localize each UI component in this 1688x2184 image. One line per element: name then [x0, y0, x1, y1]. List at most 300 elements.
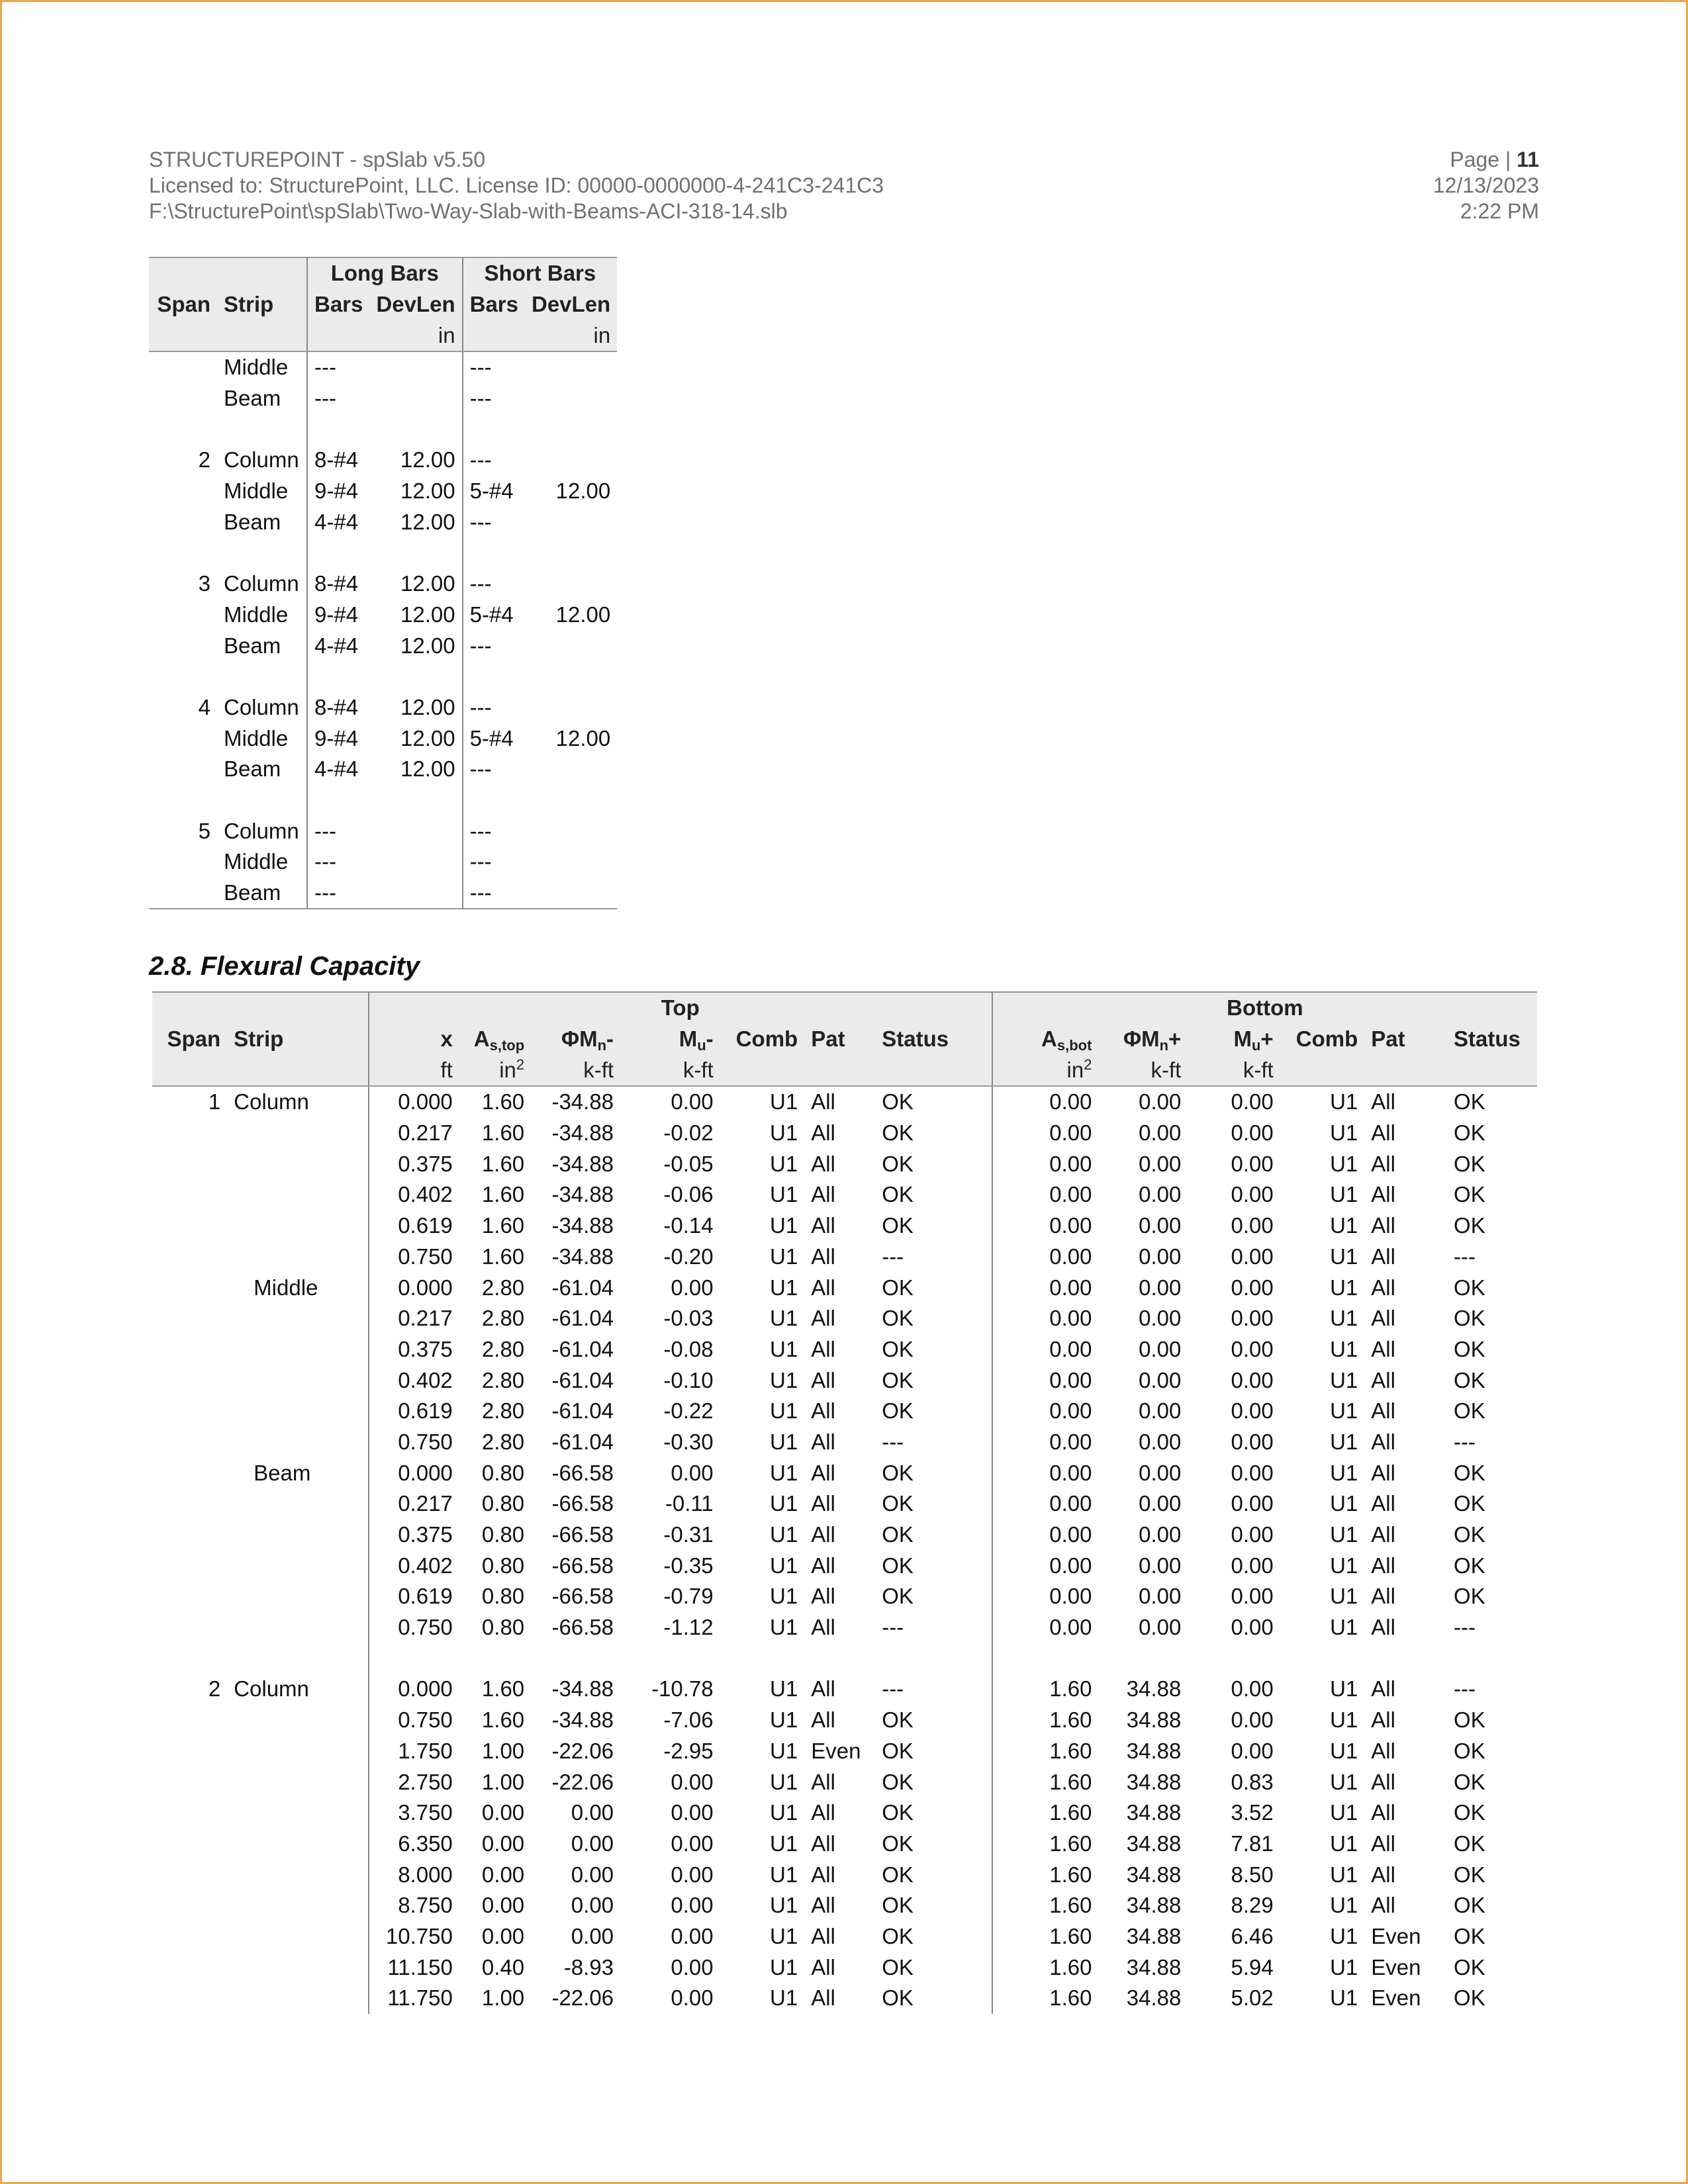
table-cell — [152, 1210, 227, 1242]
table-row — [152, 1210, 1537, 1242]
table-cell — [152, 1427, 227, 1458]
table-cell: 5-#4 — [463, 600, 525, 631]
table-cell: All — [811, 1800, 835, 1825]
table-cell: -61.04 — [551, 1336, 614, 1361]
table-cell — [152, 1242, 227, 1273]
table-cell — [149, 600, 217, 631]
table-cell — [525, 569, 617, 600]
table-cell — [152, 1643, 227, 1674]
table-cell: -2.95 — [663, 1738, 714, 1763]
report-date: 12/13/2023 — [1432, 173, 1539, 197]
table-cell: All — [1371, 1893, 1395, 1918]
table-cell — [227, 1643, 369, 1674]
table-cell: Column — [234, 1676, 309, 1702]
table-cell — [525, 785, 617, 816]
table-cell — [227, 1550, 369, 1581]
table-cell: OK — [882, 1182, 914, 1207]
table-cell: 0.00 — [1231, 1336, 1274, 1361]
table-cell: 0.00 — [481, 1800, 525, 1825]
table-row — [149, 692, 617, 723]
table-cell: 0.00 — [992, 1520, 1099, 1551]
table-cell: All — [811, 1676, 835, 1702]
table-cell — [227, 1396, 369, 1427]
table-cell: All — [811, 1275, 835, 1300]
table-cell — [720, 1643, 805, 1674]
table-cell: 1.00 — [481, 1769, 525, 1794]
table-cell: 0.00 — [1139, 1584, 1182, 1609]
table-cell: 0.00 — [1139, 1244, 1182, 1269]
table-cell: All — [811, 1244, 835, 1269]
table-cell: --- — [463, 815, 525, 846]
table-cell — [149, 878, 217, 909]
col-status-bot: Status — [1447, 1024, 1537, 1055]
table-cell: 8-#4 — [307, 445, 369, 476]
table-cell — [152, 1859, 227, 1890]
table-cell: 2 — [198, 447, 211, 473]
table-cell — [227, 1488, 369, 1520]
table-cell — [463, 661, 525, 692]
table-cell: All — [1371, 1367, 1395, 1392]
table-cell: 0.00 — [1231, 1089, 1274, 1115]
table-cell — [227, 1859, 369, 1890]
group-short-bars: Short Bars — [463, 257, 618, 289]
table-cell: OK — [1454, 1151, 1485, 1176]
table-cell — [152, 1365, 227, 1396]
table-cell: 8.29 — [1231, 1893, 1274, 1918]
table-cell: 0.00 — [992, 1488, 1099, 1520]
table-cell: OK — [1454, 1275, 1485, 1300]
table-cell: All — [811, 1120, 835, 1146]
table-cell: 0.80 — [481, 1615, 525, 1640]
table-cell: All — [1371, 1460, 1395, 1485]
table-cell: -34.88 — [551, 1213, 614, 1238]
table-cell: Middle — [224, 849, 289, 874]
table-row — [152, 1797, 1537, 1829]
table-cell: --- — [1454, 1244, 1476, 1269]
table-cell: OK — [882, 1151, 914, 1176]
table-cell: -34.88 — [551, 1151, 614, 1176]
section-title: 2.8. Flexural Capacity — [149, 952, 420, 981]
table-cell: 0.00 — [671, 1831, 714, 1856]
table-cell: 0.000 — [369, 1086, 459, 1118]
table-cell: --- — [882, 1429, 904, 1454]
table-cell: -34.88 — [551, 1244, 614, 1269]
table-cell: 1.60 — [992, 1797, 1099, 1829]
table-cell: 0.00 — [671, 1923, 714, 1948]
table-cell: OK — [882, 1893, 914, 1918]
col-span: Span — [149, 289, 217, 320]
table-cell: 0.40 — [481, 1954, 525, 1979]
table-cell — [369, 351, 462, 383]
table-cell: U1 — [1330, 1862, 1358, 1887]
table-cell: 1.00 — [481, 1738, 525, 1763]
table-cell: 0.00 — [1231, 1429, 1274, 1454]
table-row — [152, 1488, 1537, 1520]
table-cell: 2.80 — [481, 1306, 525, 1331]
table-cell: 0.80 — [481, 1522, 525, 1547]
table-cell — [525, 537, 617, 569]
table-cell: --- — [463, 846, 525, 878]
table-cell: OK — [1454, 1862, 1485, 1887]
table-cell: -7.06 — [663, 1707, 714, 1733]
table-cell: U1 — [770, 1707, 798, 1733]
table-cell — [152, 1736, 227, 1767]
table-cell: All — [811, 1862, 835, 1887]
col-mu-neg: $M_u-$ — [620, 1024, 720, 1055]
group-top: Top — [369, 992, 992, 1024]
table-cell: OK — [1454, 1800, 1485, 1825]
table-cell — [369, 846, 462, 878]
page-number: 11 — [1517, 148, 1539, 171]
table-cell — [227, 1520, 369, 1551]
table-cell: Beam — [224, 386, 281, 411]
table-cell: U1 — [770, 1244, 798, 1269]
table-cell: OK — [1454, 1769, 1485, 1794]
table-cell: 4-#4 — [307, 507, 369, 538]
table-cell — [149, 785, 217, 816]
table-row — [152, 1303, 1537, 1334]
table-cell: All — [811, 1336, 835, 1361]
table-cell: 8.000 — [369, 1859, 459, 1890]
table-cell: 0.00 — [481, 1893, 525, 1918]
table-cell: 0.00 — [671, 1862, 714, 1887]
table-cell: 0.00 — [671, 1893, 714, 1918]
table-cell: U1 — [1330, 1954, 1358, 1979]
table-cell — [531, 1643, 620, 1674]
table-cell: OK — [882, 1985, 914, 2011]
table-row — [149, 661, 617, 692]
table-cell: 1.60 — [992, 1674, 1099, 1705]
unit-phimn-pos: k-ft — [1098, 1054, 1188, 1086]
table-cell: -0.20 — [663, 1244, 714, 1269]
table-cell — [149, 414, 217, 445]
col-pat-bot: Pat — [1364, 1024, 1447, 1055]
table-cell: U1 — [770, 1985, 798, 2011]
table-cell: -0.31 — [663, 1522, 714, 1547]
table-cell: All — [811, 1831, 835, 1856]
table-cell: 0.00 — [992, 1581, 1099, 1612]
table-cell — [152, 1890, 227, 1921]
table-cell: U1 — [1330, 1306, 1358, 1331]
table-cell: OK — [1454, 1831, 1485, 1856]
table-cell: -66.58 — [551, 1491, 614, 1516]
table-cell: 12.00 — [555, 478, 611, 504]
table-cell: OK — [1454, 1985, 1485, 2011]
table-cell: Column — [224, 447, 299, 473]
table-cell: OK — [882, 1707, 914, 1733]
table-cell: 1.60 — [992, 1766, 1099, 1797]
table-row — [152, 1581, 1537, 1612]
table-cell: --- — [307, 846, 369, 878]
table-cell: OK — [882, 1522, 914, 1547]
table-cell: All — [1371, 1244, 1395, 1269]
table-row — [149, 383, 617, 414]
table-row — [152, 1272, 1537, 1303]
table-cell: 2.80 — [481, 1336, 525, 1361]
table-cell: 7.81 — [1231, 1831, 1274, 1856]
table-cell: 0.00 — [1139, 1151, 1182, 1176]
table-cell: 0.00 — [1139, 1089, 1182, 1115]
table-cell: 0.00 — [1231, 1213, 1274, 1238]
table-cell — [152, 1457, 227, 1488]
table-cell — [227, 1210, 369, 1242]
table-cell: OK — [882, 1089, 914, 1115]
table-cell: 1.60 — [992, 1952, 1099, 1983]
table-cell: U1 — [1330, 1676, 1358, 1702]
table-cell: 0.00 — [1139, 1275, 1182, 1300]
table-cell: 5.94 — [1231, 1954, 1274, 1979]
table-cell — [152, 1829, 227, 1860]
table-cell: 0.619 — [369, 1210, 459, 1242]
table-cell: --- — [463, 351, 525, 383]
table-row — [149, 351, 617, 383]
table-cell — [525, 878, 617, 909]
bar-development-body — [149, 351, 617, 909]
table-cell: --- — [1454, 1676, 1476, 1702]
table-cell: U1 — [770, 1954, 798, 1979]
table-cell — [152, 1520, 227, 1551]
table-cell — [463, 785, 525, 816]
table-cell: 0.00 — [481, 1862, 525, 1887]
table-cell: OK — [882, 1862, 914, 1887]
table-cell: 1.60 — [992, 1736, 1099, 1767]
table-row — [149, 630, 617, 661]
table-cell: U1 — [1330, 1460, 1358, 1485]
table-cell: --- — [463, 445, 525, 476]
table-cell: 0.375 — [369, 1148, 459, 1179]
table-cell: OK — [1454, 1120, 1485, 1146]
table-cell: OK — [882, 1398, 914, 1424]
table-cell: OK — [882, 1553, 914, 1578]
table-cell: Even — [1371, 1923, 1421, 1948]
table-cell: -61.04 — [551, 1275, 614, 1300]
table-cell: All — [811, 1923, 835, 1948]
table-cell — [149, 351, 217, 383]
table-cell: U1 — [770, 1738, 798, 1763]
table-cell — [463, 414, 525, 445]
table-cell: 0.00 — [671, 1769, 714, 1794]
table-cell — [369, 414, 462, 445]
table-cell: Even — [1371, 1954, 1421, 1979]
table-cell: -0.08 — [663, 1336, 714, 1361]
table-cell: OK — [882, 1831, 914, 1856]
table-cell — [525, 846, 617, 878]
table-cell: OK — [1454, 1182, 1485, 1207]
table-cell: All — [1371, 1522, 1395, 1547]
table-cell: 12.00 — [555, 602, 611, 627]
col-status-top: Status — [875, 1024, 992, 1055]
table-cell: 0.00 — [1231, 1182, 1274, 1207]
table-cell: U1 — [1330, 1769, 1358, 1794]
table-cell: -34.88 — [551, 1089, 614, 1115]
col-short-devlen: DevLen — [525, 289, 617, 320]
table-cell: 8-#4 — [307, 569, 369, 600]
table-cell: All — [811, 1584, 835, 1609]
table-cell: 0.00 — [1231, 1367, 1274, 1392]
table-row — [152, 1148, 1537, 1179]
table-cell: 5-#4 — [463, 476, 525, 507]
table-cell: All — [811, 1306, 835, 1331]
table-cell: 12.00 — [400, 694, 455, 719]
table-cell — [227, 1148, 369, 1179]
table-cell: 1.60 — [481, 1151, 525, 1176]
table-row — [152, 1179, 1537, 1210]
table-cell: 0.00 — [1139, 1491, 1182, 1516]
table-cell: U1 — [1330, 1893, 1358, 1918]
table-cell: 0.00 — [671, 1460, 714, 1485]
table-cell: 0.00 — [1231, 1460, 1274, 1485]
table-cell: --- — [463, 569, 525, 600]
table-cell — [369, 815, 462, 846]
table-cell: Column — [224, 694, 299, 719]
table-cell: --- — [307, 383, 369, 414]
table-cell — [152, 1952, 227, 1983]
table-cell: 1.60 — [481, 1244, 525, 1269]
table-row — [152, 1829, 1537, 1860]
table-cell — [525, 815, 617, 846]
table-cell: 0.00 — [1139, 1306, 1182, 1331]
table-cell: 12.00 — [400, 725, 455, 751]
table-cell: 2.750 — [369, 1766, 459, 1797]
table-cell: U1 — [1330, 1615, 1358, 1640]
table-cell: All — [1371, 1584, 1395, 1609]
table-cell: OK — [882, 1367, 914, 1392]
table-cell: 0.00 — [992, 1303, 1099, 1334]
table-cell: OK — [1454, 1398, 1485, 1424]
table-cell: 34.88 — [1126, 1923, 1182, 1948]
table-cell: U1 — [770, 1089, 798, 1115]
table-cell: OK — [1454, 1707, 1485, 1733]
table-cell: 0.00 — [992, 1427, 1099, 1458]
table-cell: 0.00 — [671, 1275, 714, 1300]
table-cell — [227, 1242, 369, 1273]
table-cell: Beam — [254, 1460, 311, 1485]
flexural-capacity-table — [152, 991, 1537, 2014]
table-cell: -0.14 — [663, 1213, 714, 1238]
table-cell: 0.00 — [1231, 1491, 1274, 1516]
table-cell: 1 — [208, 1089, 221, 1115]
col-phimn-pos: $\Phi M_n+$ — [1098, 1024, 1188, 1055]
table-cell: 4-#4 — [307, 630, 369, 661]
table-cell: All — [811, 1491, 835, 1516]
table-cell: 0.217 — [369, 1303, 459, 1334]
table-cell: 0.619 — [369, 1581, 459, 1612]
table-cell: 4 — [198, 694, 211, 719]
table-cell: -61.04 — [551, 1398, 614, 1424]
table-cell: U1 — [770, 1491, 798, 1516]
table-cell — [152, 1797, 227, 1829]
table-cell: OK — [1454, 1491, 1485, 1516]
table-cell: 12.00 — [400, 447, 455, 473]
table-cell: OK — [1454, 1089, 1485, 1115]
table-cell: U1 — [770, 1429, 798, 1454]
table-cell: U1 — [770, 1120, 798, 1146]
table-row — [152, 1242, 1537, 1273]
col-phimn-neg: $\Phi M_n-$ — [531, 1024, 620, 1055]
table-cell: OK — [882, 1213, 914, 1238]
table-cell: 1.60 — [992, 1983, 1099, 2014]
table-cell: All — [1371, 1676, 1395, 1702]
table-cell: 2 — [208, 1676, 221, 1702]
table-cell: All — [811, 1460, 835, 1485]
table-cell — [525, 414, 617, 445]
table-cell — [152, 1179, 227, 1210]
col-strip: Strip — [227, 1024, 369, 1055]
table-cell: All — [1371, 1862, 1395, 1887]
table-cell: --- — [463, 878, 525, 909]
table-cell — [525, 351, 617, 383]
table-cell: OK — [1454, 1584, 1485, 1609]
table-cell: OK — [1454, 1553, 1485, 1578]
table-cell: All — [1371, 1151, 1395, 1176]
license-line: Licensed to: StructurePoint, LLC. License ID: 00000-0000000-4-241C3-241C3 — [149, 173, 884, 197]
table-cell: -0.30 — [663, 1429, 714, 1454]
table-cell: All — [1371, 1398, 1395, 1424]
table-cell: Even — [811, 1738, 861, 1763]
table-cell — [152, 1303, 227, 1334]
table-cell: --- — [463, 692, 525, 723]
table-cell: 34.88 — [1126, 1862, 1182, 1887]
table-cell — [369, 661, 462, 692]
col-x: x — [369, 1024, 459, 1055]
table-cell: 0.217 — [369, 1118, 459, 1149]
table-cell: 34.88 — [1126, 1676, 1182, 1702]
table-cell: -10.78 — [651, 1676, 714, 1702]
table-cell: Beam — [224, 880, 281, 905]
col-pat-top: Pat — [804, 1024, 875, 1055]
table-cell: --- — [463, 630, 525, 661]
table-cell: 0.80 — [481, 1553, 525, 1578]
table-cell — [152, 1334, 227, 1365]
table-row — [152, 1457, 1537, 1488]
table-cell: -22.06 — [551, 1985, 614, 2011]
table-cell: OK — [1454, 1738, 1485, 1763]
table-cell: U1 — [770, 1398, 798, 1424]
table-row — [152, 1736, 1537, 1767]
table-cell: 0.217 — [369, 1488, 459, 1520]
table-cell: 12.00 — [400, 571, 455, 596]
table-cell: 5-#4 — [463, 723, 525, 754]
table-cell: -61.04 — [551, 1367, 614, 1392]
table-cell: Column — [224, 571, 299, 596]
table-cell: 3.750 — [369, 1797, 459, 1829]
table-cell: 2.80 — [481, 1367, 525, 1392]
table-cell — [369, 878, 462, 909]
table-cell — [307, 537, 369, 569]
table-cell: All — [1371, 1120, 1395, 1146]
table-cell: 0.00 — [1231, 1306, 1274, 1331]
table-cell: 1.60 — [481, 1707, 525, 1733]
table-cell: 12.00 — [400, 756, 455, 782]
table-cell: U1 — [1330, 1151, 1358, 1176]
table-cell: All — [1371, 1738, 1395, 1763]
table-cell: 0.00 — [1231, 1584, 1274, 1609]
table-cell: -0.03 — [663, 1306, 714, 1331]
table-cell: All — [811, 1893, 835, 1918]
table-cell: 11.150 — [369, 1952, 459, 1983]
table-cell: 0.00 — [571, 1831, 614, 1856]
table-cell — [525, 383, 617, 414]
table-cell: 0.00 — [992, 1396, 1099, 1427]
table-cell: 0.00 — [992, 1118, 1099, 1149]
col-mu-pos: $M_u+$ — [1188, 1024, 1280, 1055]
table-cell — [152, 1488, 227, 1520]
table-cell — [227, 1952, 369, 1983]
table-cell: OK — [882, 1800, 914, 1825]
table-cell: 1.60 — [481, 1182, 525, 1207]
table-cell: -0.10 — [663, 1367, 714, 1392]
col-as-top: $A_{s,top}$ — [459, 1024, 531, 1055]
